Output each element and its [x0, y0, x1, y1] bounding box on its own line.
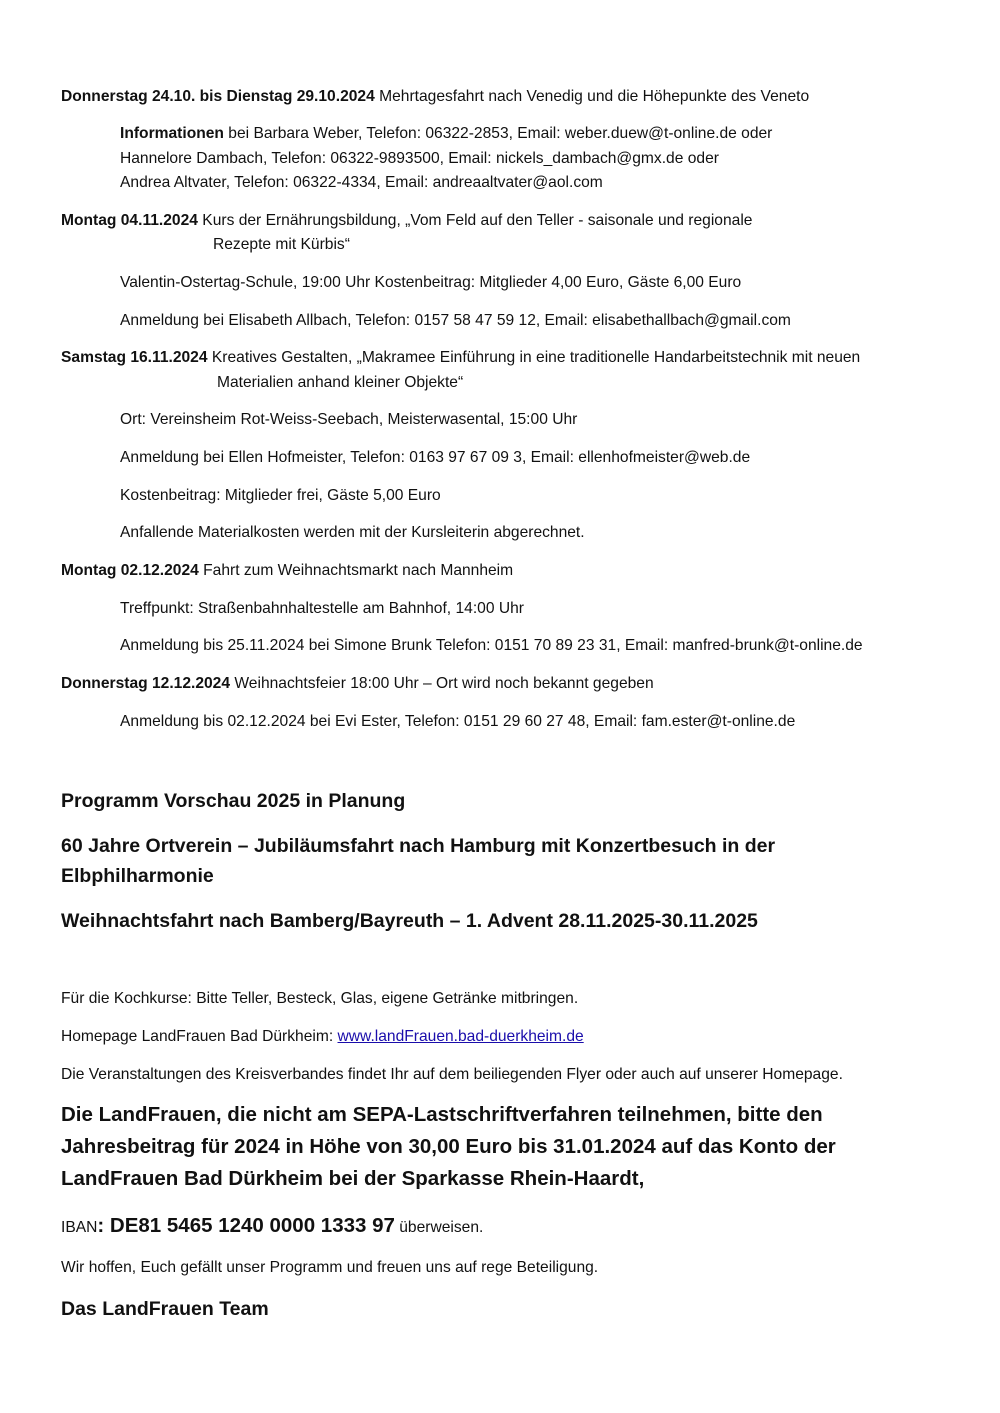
preview-item-line: Weihnachtsfahrt nach Bamberg/Bayreuth – 1. Advent 28.11.2025-30.11.2025 — [61, 910, 758, 932]
event-3-detail: Anmeldung bei Ellen Hofmeister, Telefon: 0163 97 67 09 3, Email: ellenhofmeister@web.de — [120, 449, 751, 466]
event-title: Mehrtagesfahrt nach Venedig und die Höhepunkte des Veneto — [379, 88, 810, 105]
event-5-detail: Anmeldung bis 02.12.2024 bei Evi Ester, Telefon: 0151 29 60 27 48, Email: fam.ester@t-online.de — [120, 713, 796, 730]
iban-number: DE81 5465 1240 0000 1333 97 — [104, 1214, 395, 1237]
payment-line: Die LandFrauen, die nicht am SEPA-Lastschriftverfahren teilnehmen, bitte den — [61, 1103, 823, 1126]
event-4-detail: Treffpunkt: Straßenbahnhaltestelle am Bahnhof, 14:00 Uhr — [120, 600, 524, 617]
homepage-link[interactable]: www.landFrauen.bad-duerkheim.de — [337, 1028, 584, 1045]
event-date: Montag 02.12.2024 — [61, 562, 199, 579]
signature: Das LandFrauen Team — [61, 1298, 269, 1320]
note-homepage — [61, 1027, 584, 1047]
event-3-detail: Ort: Vereinsheim Rot-Weiss-Seebach, Meisterwasental, 15:00 Uhr — [120, 411, 578, 428]
event-date: Donnerstag 12.12.2024 — [61, 675, 231, 692]
info-label: Informationen — [120, 125, 224, 142]
preview-heading: Programm Vorschau 2025 in Planung — [61, 790, 406, 812]
note-kreisverband: Die Veranstaltungen des Kreisverbandes findet Ihr auf dem beiliegenden Flyer oder auch auf unserer Homepage. — [61, 1066, 843, 1083]
event-3-detail: Anfallende Materialkosten werden mit der Kursleiterin abgerechnet. — [120, 524, 585, 541]
preview-item-line: 60 Jahre Ortverein – Jubiläumsfahrt nach Hamburg mit Konzertbesuch in der — [61, 835, 776, 857]
event-3-title-cont: Materialien anhand kleiner Objekte“ — [217, 374, 464, 391]
event-date: Donnerstag 24.10. bis Dienstag 29.10.2024 — [61, 88, 375, 105]
event-date: Samstag 16.11.2024 — [61, 349, 208, 366]
event-2-detail: Anmeldung bei Elisabeth Allbach, Telefon: 0157 58 47 59 12, Email: elisabethallbach@gmail.com — [120, 312, 791, 329]
iban-colon: : — [97, 1214, 105, 1237]
event-2-heading — [61, 211, 752, 231]
event-title: Weihnachtsfeier 18:00 Uhr – Ort wird noch bekannt gegeben — [234, 675, 654, 692]
event-1-heading — [61, 87, 809, 107]
preview-item-line: Elbphilharmonie — [61, 865, 214, 887]
iban-suffix: überweisen. — [394, 1219, 484, 1236]
event-1-info-line — [120, 124, 772, 144]
event-5-heading — [61, 674, 654, 694]
event-1-info-line: Hannelore Dambach, Telefon: 06322-9893500, Email: nickels_dambach@gmx.de oder — [120, 150, 719, 167]
note-kochkurse: Für die Kochkurse: Bitte Teller, Besteck, Glas, eigene Getränke mitbringen. — [61, 990, 579, 1007]
event-3-detail: Kostenbeitrag: Mitglieder frei, Gäste 5,00 Euro — [120, 487, 441, 504]
iban-label: IBAN — [61, 1219, 98, 1236]
payment-line: Jahresbeitrag für 2024 in Höhe von 30,00 Euro bis 31.01.2024 auf das Konto der — [61, 1135, 836, 1158]
event-2-detail: Valentin-Ostertag-Schule, 19:00 Uhr Kostenbeitrag: Mitglieder 4,00 Euro, Gäste 6,00 Euro — [120, 274, 742, 291]
iban-line — [61, 1212, 483, 1242]
payment-line: LandFrauen Bad Dürkheim bei der Sparkasse Rhein-Haardt, — [61, 1167, 645, 1190]
event-title: Kurs der Ernährungsbildung, „Vom Feld auf den Teller - saisonale und regionale — [202, 212, 753, 229]
event-4-heading — [61, 561, 513, 581]
info-text: bei Barbara Weber, Telefon: 06322-2853, Email: weber.duew@t-online.de oder — [223, 125, 773, 142]
event-title: Kreatives Gestalten, „Makramee Einführung in eine traditionelle Handarbeitstechnik mit neuen — [211, 349, 861, 366]
event-4-detail: Anmeldung bis 25.11.2024 bei Simone Brunk Telefon: 0151 70 89 23 31, Email: manfred-brunk@t-online.de — [120, 637, 863, 654]
event-date: Montag 04.11.2024 — [61, 212, 198, 229]
homepage-label: Homepage LandFrauen Bad Dürkheim: — [61, 1028, 338, 1045]
event-title: Fahrt zum Weihnachtsmarkt nach Mannheim — [203, 562, 514, 579]
closing-text: Wir hoffen, Euch gefällt unser Programm und freuen uns auf rege Beteiligung. — [61, 1259, 599, 1276]
event-2-title-cont: Rezepte mit Kürbis“ — [213, 236, 350, 253]
event-3-heading — [61, 348, 860, 368]
event-1-info-line: Andrea Altvater, Telefon: 06322-4334, Email: andreaaltvater@aol.com — [120, 174, 603, 191]
